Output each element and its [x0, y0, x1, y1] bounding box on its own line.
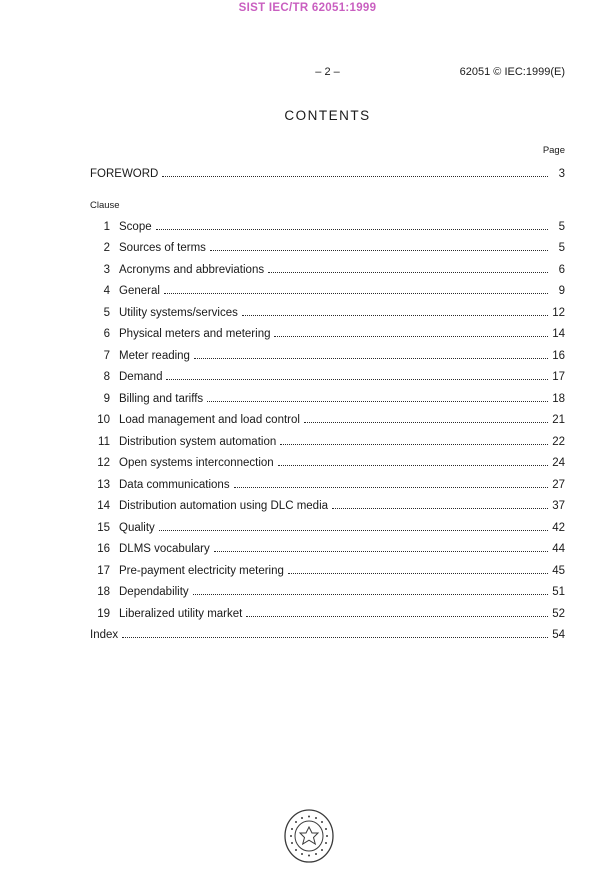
toc-entry-title: Dependability: [119, 586, 189, 598]
toc-entry: [90, 303, 565, 325]
page-header: [90, 66, 565, 80]
toc-entry-title: Scope: [119, 220, 152, 233]
toc-entry-title: Demand: [119, 371, 163, 383]
toc-entry: [90, 604, 565, 626]
toc-entry: [90, 582, 565, 604]
toc-entry-page: 24: [552, 457, 565, 469]
toc-entry-page: 9: [558, 285, 565, 297]
dot-leader: [156, 229, 548, 230]
toc-entry-page: 12: [552, 306, 565, 319]
toc-entry-title: Data communications: [119, 478, 230, 491]
toc-entry: [90, 346, 565, 368]
toc-entry: [90, 281, 565, 303]
dot-leader: [288, 573, 548, 574]
toc-entry: [90, 324, 565, 346]
toc-entry-title: DLMS vocabulary: [119, 543, 210, 555]
toc-entry-number: 10: [97, 414, 110, 426]
certification-stamp-seal: [283, 808, 335, 864]
dot-leader: [210, 250, 548, 251]
toc-entry-number: 19: [97, 607, 110, 620]
toc-entry-number: 1: [103, 220, 110, 233]
index-page: 54: [552, 629, 565, 641]
dot-leader: [159, 530, 548, 531]
toc-entry-number: 6: [103, 328, 110, 340]
dot-leader: [332, 508, 548, 509]
toc-entry: [90, 238, 565, 260]
toc-entry-page: 44: [552, 543, 565, 555]
toc-entry-number: 17: [97, 564, 110, 577]
toc-entry: [90, 561, 565, 583]
dot-leader: [164, 293, 548, 294]
toc-entry-number: 3: [103, 263, 110, 276]
toc-entry-page: 21: [552, 414, 565, 426]
dot-leader: [207, 401, 548, 402]
toc-entry: [90, 432, 565, 454]
toc-entry-page: 5: [558, 242, 565, 254]
toc-entry-page: 52: [552, 607, 565, 620]
toc-entry-page: 5: [558, 220, 565, 233]
toc-entry-number: 14: [97, 500, 110, 512]
toc-entry-title: Distribution system automation: [119, 435, 277, 448]
toc-entry-page: 18: [552, 392, 565, 405]
toc-entry-title: Pre-payment electricity metering: [119, 564, 284, 577]
toc-entry-title: Distribution automation using DLC media: [119, 500, 329, 512]
toc-entry: [90, 410, 565, 432]
toc-entry-number: 5: [103, 306, 110, 319]
toc-entry-page: 6: [558, 263, 565, 276]
toc-entry: [90, 475, 565, 497]
toc-entry: [90, 260, 565, 282]
toc-entry-title: Sources of terms: [119, 242, 206, 254]
index-label: Index: [90, 629, 119, 641]
dot-leader: [194, 358, 548, 359]
toc-entry: [90, 389, 565, 411]
dot-leader: [268, 272, 548, 273]
toc-entry-page: 16: [552, 349, 565, 362]
toc-entry-title: Physical meters and metering: [119, 328, 271, 340]
toc-entry-number: 13: [97, 478, 110, 491]
toc-entry-title: Meter reading: [119, 349, 190, 362]
toc-entry-number: 15: [97, 521, 110, 534]
page-number: – 2 –: [315, 66, 340, 78]
toc-entry-number: 8: [103, 371, 110, 383]
foreword-label: FOREWORD: [90, 168, 159, 180]
toc-entry-number: 12: [97, 457, 110, 469]
dot-leader: [162, 176, 548, 177]
toc-entry: [90, 217, 565, 239]
page-body: [90, 0, 565, 647]
toc-entry-number: 2: [103, 242, 110, 254]
toc-entry-number: 4: [103, 285, 110, 297]
toc-entry: [90, 496, 565, 518]
toc-list: [90, 217, 565, 626]
toc-entry-number: 18: [97, 586, 110, 598]
standard-watermark: SIST IEC/TR 62051:1999: [238, 2, 377, 14]
toc-entry: [90, 518, 565, 540]
foreword-page: 3: [558, 168, 565, 180]
dot-leader: [193, 594, 548, 595]
toc-entry-page: 45: [552, 564, 565, 577]
toc-entry-title: Quality: [119, 521, 155, 534]
dot-leader: [214, 551, 548, 552]
toc-entry-title: Billing and tariffs: [119, 392, 204, 405]
toc-entry-number: 11: [98, 435, 110, 448]
toc-entry-page: 27: [552, 478, 565, 491]
toc-entry-page: 17: [552, 371, 565, 383]
toc-entry-page: 14: [552, 328, 565, 340]
toc-entry-title: Load management and load control: [119, 414, 300, 426]
toc-entry-number: 9: [103, 392, 110, 405]
toc-entry-title: Liberalized utility market: [119, 607, 243, 620]
toc-entry-page: 37: [552, 500, 565, 512]
document-reference: 62051 © IEC:1999(E): [459, 66, 565, 78]
toc-entry: [90, 453, 565, 475]
index-entry: [90, 625, 565, 647]
toc-entry-page: 42: [552, 521, 565, 534]
dot-leader: [166, 379, 548, 380]
toc-entry-title: Acronyms and abbreviations: [119, 263, 265, 276]
toc-entry-title: Utility systems/services: [119, 306, 238, 319]
toc-entry-page: 22: [552, 435, 565, 448]
contents-title: CONTENTS: [284, 108, 371, 123]
clause-label: Clause: [90, 199, 120, 211]
toc-entry-title: Open systems interconnection: [119, 457, 274, 469]
toc-entry: [90, 367, 565, 389]
dot-leader: [278, 465, 548, 466]
dot-leader: [274, 336, 548, 337]
dot-leader: [122, 637, 548, 638]
dot-leader: [242, 315, 548, 316]
toc-entry-number: 7: [103, 349, 110, 362]
toc-entry-title: General: [119, 285, 160, 297]
dot-leader: [246, 616, 548, 617]
toc-entry-number: 16: [97, 543, 110, 555]
toc-entry: [90, 539, 565, 561]
dot-leader: [234, 487, 548, 488]
page-column-label: Page: [542, 145, 565, 156]
dot-leader: [280, 444, 548, 445]
foreword-entry: [90, 164, 565, 186]
toc-entry-page: 51: [552, 586, 565, 598]
dot-leader: [304, 422, 548, 423]
